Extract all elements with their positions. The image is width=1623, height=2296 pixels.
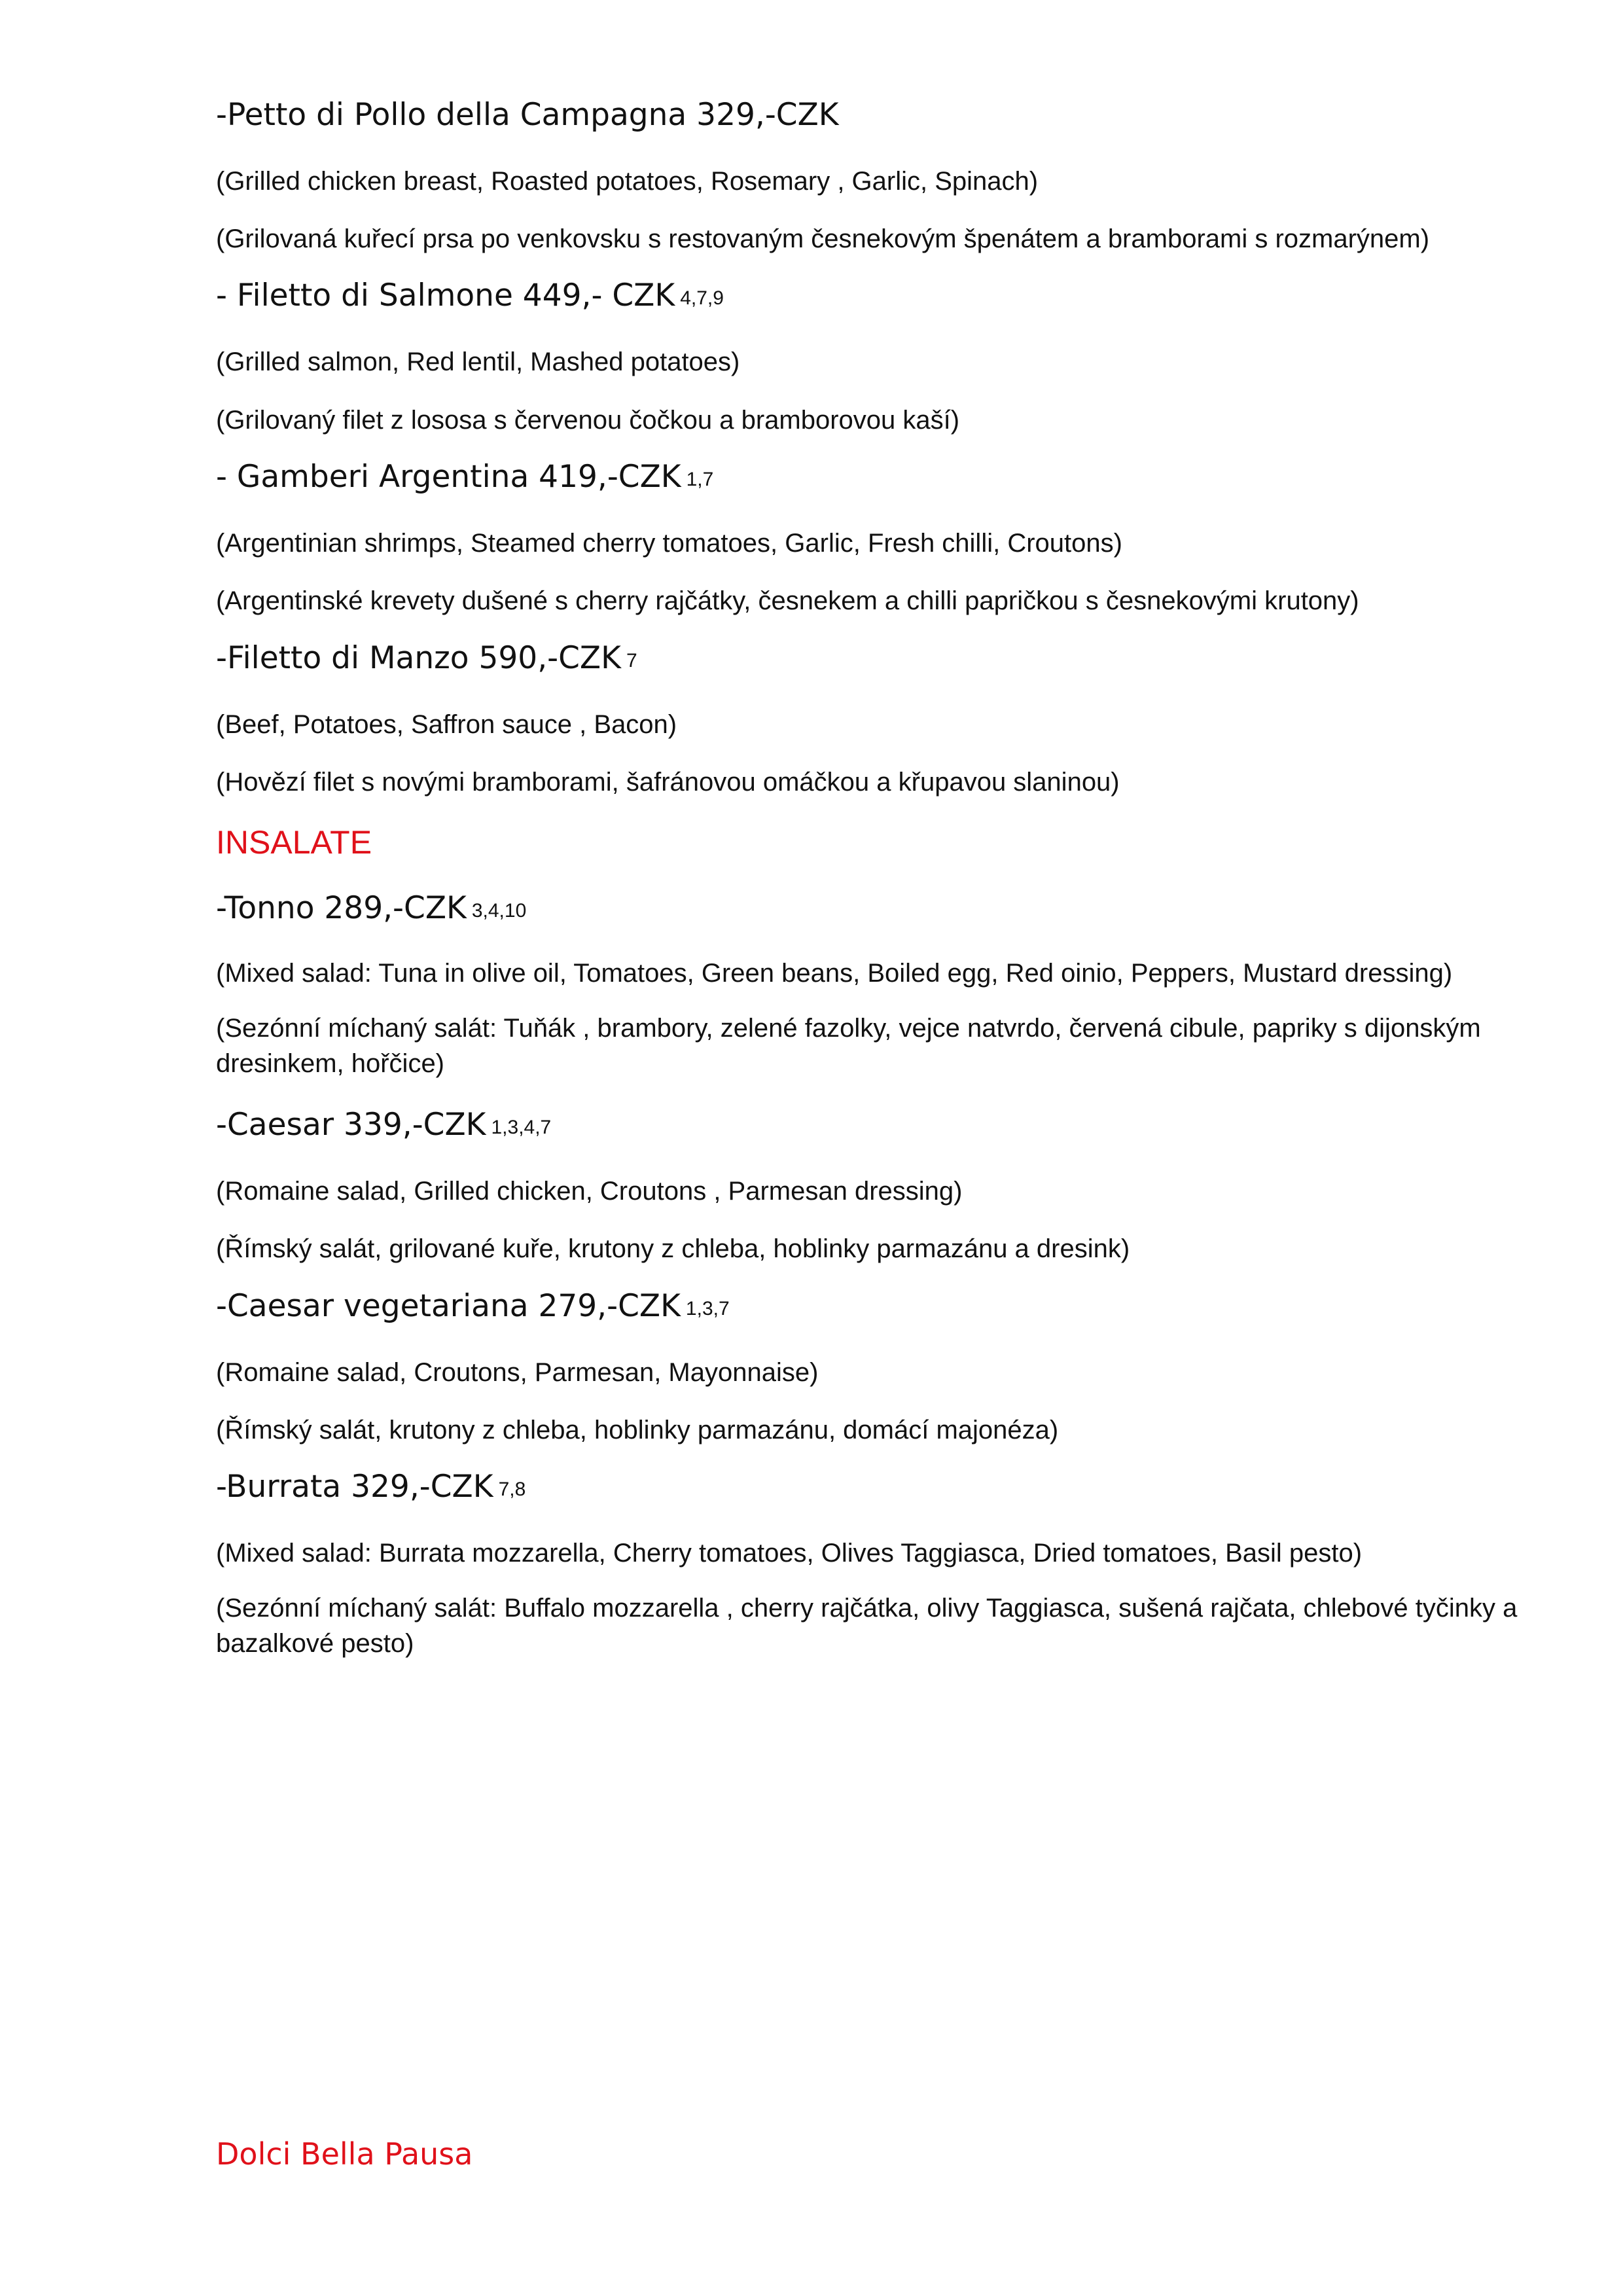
menu-item-title: [216, 1469, 526, 1505]
menu-item-title: [216, 97, 839, 133]
item-name: -Tonno 289,-CZK: [216, 890, 467, 926]
item-description-en: (Romaine salad, Croutons, Parmesan, Mayonnaise): [216, 1358, 819, 1387]
menu-item-title: [216, 1107, 552, 1143]
item-description-cz: (Grilovaná kuřecí prsa po venkovsku s restovaným česnekovým špenátem a bramborami s rozmarýnem): [216, 224, 1430, 253]
item-name: -Caesar vegetariana 279,-CZK: [216, 1288, 681, 1324]
item-name: -Petto di Pollo della Campagna 329,-CZK: [216, 97, 839, 133]
item-description-en: (Mixed salad: Tuna in olive oil, Tomatoes, Green beans, Boiled egg, Red oinio, Peppers, Mustard dressing): [216, 959, 1453, 988]
item-description-cz: (Sezónní míchaný salát: Tuňák , brambory, zelené fazolky, vejce natvrdo, červená cibule, papriky s dijonským dresinkem, hořčice): [216, 1014, 1481, 1078]
item-description-en: (Grilled salmon, Red lentil, Mashed potatoes): [216, 348, 740, 376]
item-name: - Gamberi Argentina 419,-CZK: [216, 459, 681, 495]
item-description-en: (Grilled chicken breast, Roasted potatoes, Rosemary , Garlic, Spinach): [216, 167, 1039, 196]
item-description-en: (Mixed salad: Burrata mozzarella, Cherry tomatoes, Olives Taggiasca, Dried tomatoes, Basil pesto): [216, 1539, 1363, 1568]
allergen-codes: 1,7: [686, 469, 714, 490]
item-description-cz: (Argentinské krevety dušené s cherry rajčátky, česnekem a chilli papričkou s česnekovými krutony): [216, 586, 1359, 615]
menu-item-title: [216, 278, 724, 314]
item-name: -Filetto di Manzo 590,-CZK: [216, 640, 621, 676]
menu-item-title: [216, 640, 637, 676]
item-description-cz: (Hovězí filet s novými bramborami, šafránovou omáčkou a křupavou slaninou): [216, 768, 1120, 797]
allergen-codes: 3,4,10: [471, 900, 527, 922]
section-heading-dolci: Dolci Bella Pausa: [216, 2136, 473, 2172]
item-name: -Caesar 339,-CZK: [216, 1107, 486, 1143]
allergen-codes: 1,3,7: [685, 1298, 730, 1319]
item-description-cz: (Grilovaný filet z lososa s červenou čočkou a bramborovou kaší): [216, 406, 960, 435]
allergen-codes: 7: [626, 650, 637, 672]
menu-item-title: [216, 1288, 730, 1324]
item-description-cz: (Sezónní míchaný salát: Buffalo mozzarella , cherry rajčátka, olivy Taggiasca, sušená rajčata, chlebové tyčinky a bazalkové pesto): [216, 1594, 1518, 1658]
allergen-codes: 7,8: [498, 1479, 526, 1500]
item-description-en: (Beef, Potatoes, Saffron sauce , Bacon): [216, 710, 677, 739]
item-name: - Filetto di Salmone 449,- CZK: [216, 278, 675, 314]
item-description-en: (Romaine salad, Grilled chicken, Croutons , Parmesan dressing): [216, 1177, 963, 1206]
section-heading-insalate: INSALATE: [216, 824, 372, 861]
menu-item-title: [216, 459, 714, 495]
item-name: -Burrata 329,-CZK: [216, 1469, 493, 1505]
item-description-cz: (Římský salát, krutony z chleba, hoblinky parmazánu, domácí majonéza): [216, 1416, 1059, 1444]
menu-item-title: [216, 890, 527, 926]
item-description-cz: (Římský salát, grilované kuře, krutony z chleba, hoblinky parmazánu a dresink): [216, 1234, 1130, 1263]
allergen-codes: 4,7,9: [680, 287, 724, 309]
allergen-codes: 1,3,4,7: [491, 1117, 552, 1138]
item-description-en: (Argentinian shrimps, Steamed cherry tomatoes, Garlic, Fresh chilli, Croutons): [216, 529, 1122, 558]
